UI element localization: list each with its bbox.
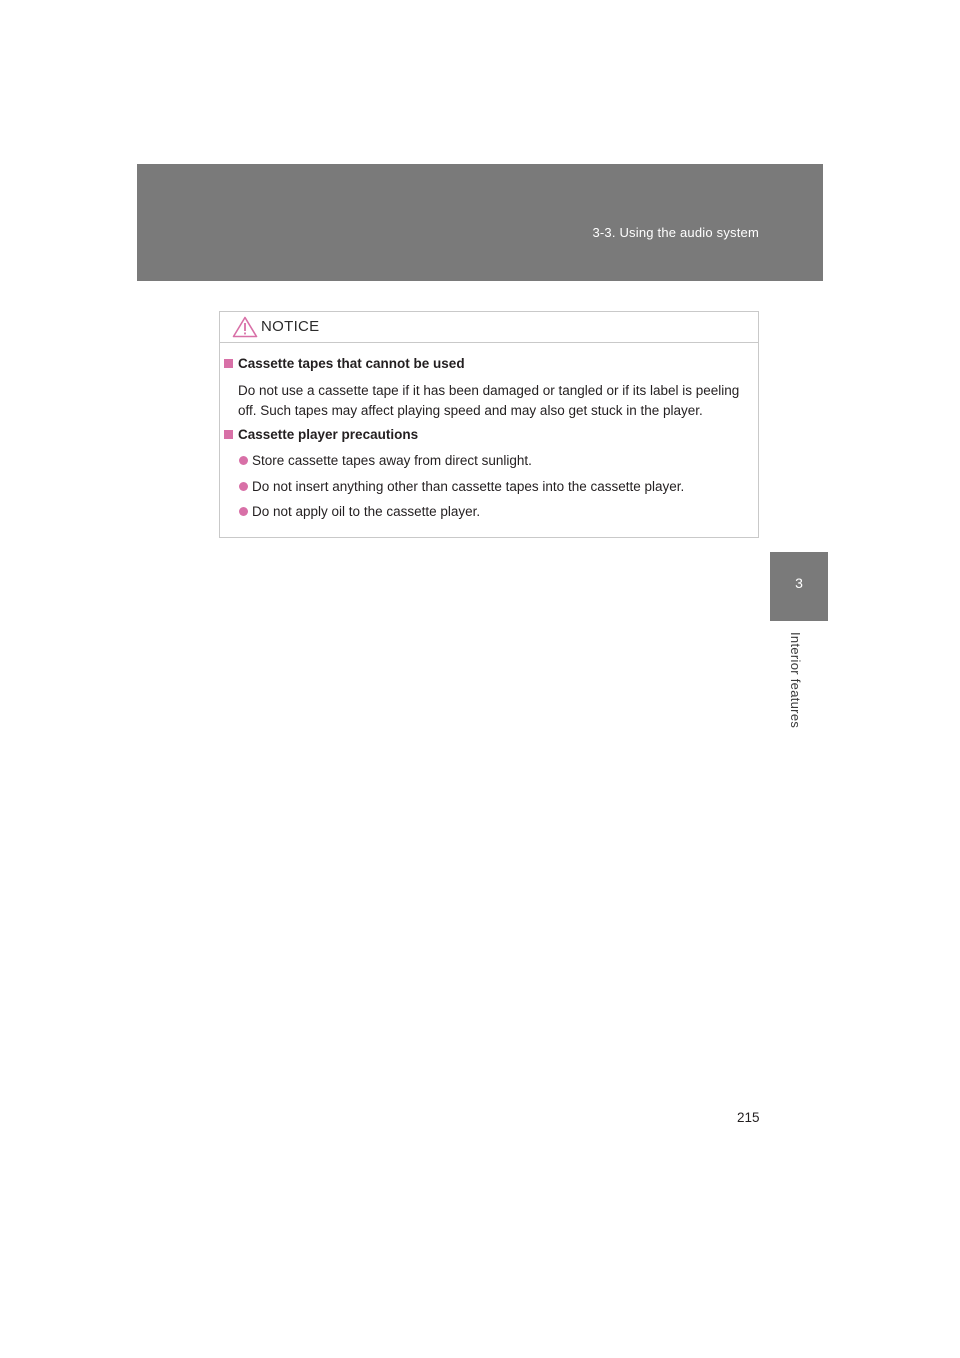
square-bullet-icon [224,359,233,368]
warning-triangle-icon [232,316,258,338]
list-item: Store cassette tapes away from direct sunlight. [239,453,532,468]
square-bullet-icon [224,430,233,439]
list-item: Do not insert anything other than cassette tapes into the cassette player. [239,479,684,494]
notice-header [220,312,758,343]
list-item: Do not apply oil to the cassette player. [239,504,480,519]
section-heading: Cassette tapes that cannot be used [224,356,465,371]
chapter-label: Interior features [788,632,803,729]
chapter-number: 3 [795,575,803,591]
page-number: 215 [737,1110,760,1125]
round-bullet-icon [239,456,248,465]
section-paragraph: Do not use a cassette tape if it has been damaged or tangled or if its label is peeling off. Such tapes may affect playing speed and may also get stuck in the player. [238,383,740,418]
notice-title: NOTICE [261,318,320,335]
round-bullet-icon [239,482,248,491]
round-bullet-icon [239,507,248,516]
header-bar [137,164,823,281]
chapter-tab [770,552,828,621]
section-title: 3-3. Using the audio system [592,225,759,240]
section-heading: Cassette player precautions [224,427,418,442]
notice-box [219,311,759,538]
